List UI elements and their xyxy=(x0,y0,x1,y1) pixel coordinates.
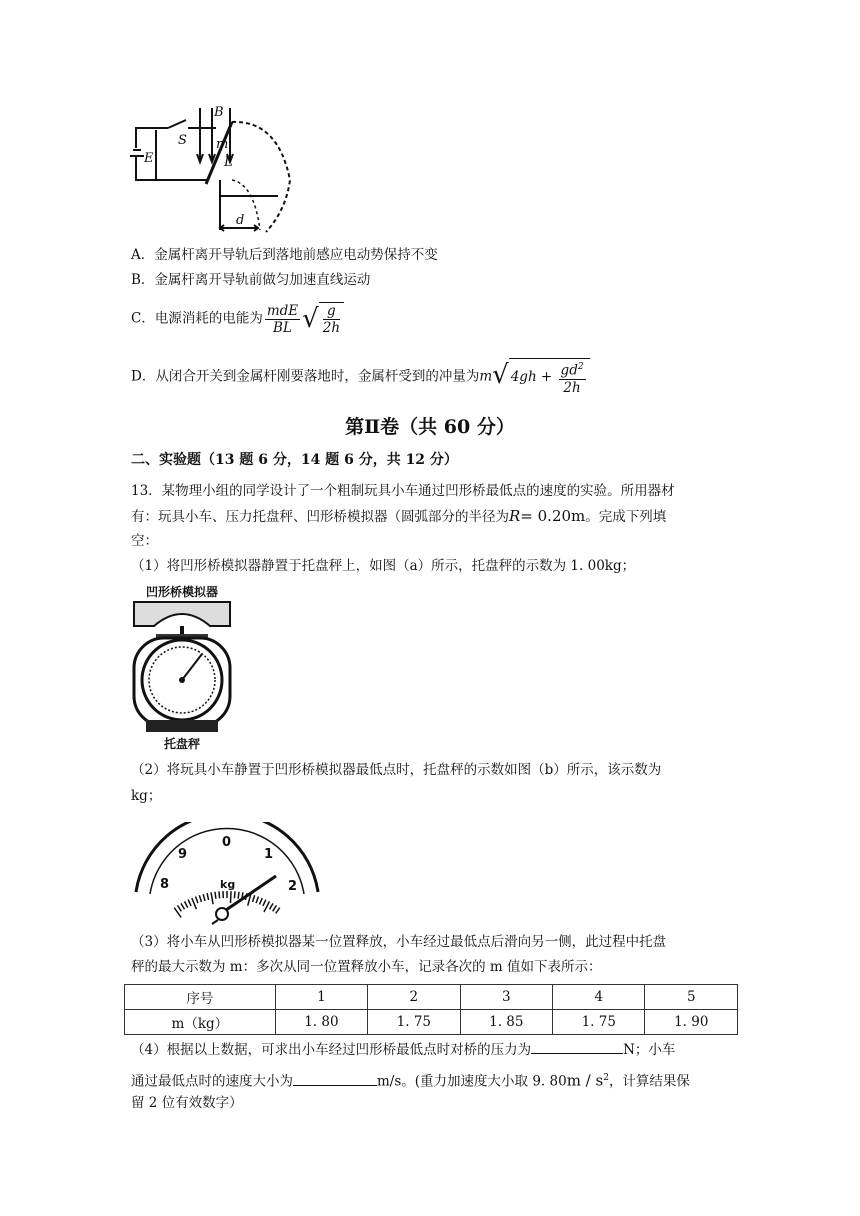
option-d-term1: 4gh + xyxy=(510,369,553,386)
q13-unit-m-s: m / s xyxy=(566,1071,604,1090)
table-row xyxy=(125,1010,738,1035)
dial-tick-mark xyxy=(199,895,201,902)
q13-step-2-line1: （2）将玩具小车静置于凹形桥模拟器最低点时，托盘秤的示数如图（b）所示，该示数为 xyxy=(131,762,662,778)
dial-tick-1: 1 xyxy=(264,847,274,862)
label-d: d xyxy=(236,213,245,228)
dial-tick-0: 0 xyxy=(222,835,232,850)
dial-tick-mark xyxy=(219,891,220,898)
dial-tick-mark xyxy=(273,905,277,911)
answer-blank-speed[interactable] xyxy=(293,1085,377,1086)
option-d-frac-num: gd xyxy=(560,362,578,379)
table-header-cell: 5 xyxy=(645,985,738,1010)
dial-tick-mark xyxy=(178,905,182,911)
table-header-cell: 序号 xyxy=(125,985,276,1010)
q13-intro-1: 13．某物理小组的同学设计了一个粗制玩具小车通过凹形桥最低点的速度的实验。所用器材 xyxy=(131,483,675,499)
q13-intro-2 xyxy=(131,506,666,527)
part-heading: 二、实验题（13 题 6 分，14 题 6 分，共 12 分） xyxy=(131,452,458,468)
option-d xyxy=(131,358,590,396)
dial-tick-mark xyxy=(215,892,216,899)
q13-step-4-text-e: ，计算结果保 xyxy=(608,1073,690,1090)
dial-tick-mark xyxy=(211,892,213,904)
dial-tick-mark xyxy=(230,891,231,903)
option-c-prefix: C．电源消耗的电能为 xyxy=(131,310,263,327)
q13-step-4-text-c: 通过最低点时的速度大小为 xyxy=(131,1073,293,1090)
dial-tick-mark xyxy=(203,894,205,901)
option-b: B．金属杆离开导轨前做匀加速直线运动 xyxy=(131,272,371,288)
dial-tick-mark xyxy=(270,903,274,909)
q13-step-4-line3: 留 2 位有效数字） xyxy=(131,1095,243,1111)
option-c-fraction xyxy=(265,303,300,336)
dial-tick-mark xyxy=(276,908,280,914)
option-c-frac-num: mdE xyxy=(266,302,299,319)
rail-circuit-figure xyxy=(128,100,298,240)
table-header-cell: 3 xyxy=(460,985,552,1010)
q13-radius-symbol: R xyxy=(509,507,521,525)
dial-tick-2: 2 xyxy=(288,879,298,894)
q13-step-3-line1: （3）将小车从凹形桥模拟器某一位置释放，小车经过最低点后滑向另一侧，此过程中托盘 xyxy=(131,934,667,950)
option-d-prefix: D．从闭合开关到金属杆刚要落地时，金属杆受到的冲量为 xyxy=(131,368,480,385)
label-E: E xyxy=(144,151,154,166)
option-d-frac-exp: 2 xyxy=(577,362,584,372)
dial-tick-mark xyxy=(260,898,263,904)
label-L: L xyxy=(224,155,233,170)
q13-intro-2a: 有：玩具小车、压力托盘秤、凹形桥模拟器（圆弧部分的半径为 xyxy=(131,509,509,525)
option-c-sqrt: √ $\frac{g}{2h}$ xyxy=(302,302,344,336)
q13-step-4-text-d: m/s。(重力加速度大小取 9. 80 xyxy=(377,1073,567,1090)
table-header-cell: 4 xyxy=(553,985,645,1010)
q13-step-4-line1 xyxy=(131,1040,675,1060)
dial-tick-mark xyxy=(196,897,198,904)
dial-tick-mark xyxy=(192,898,197,909)
dial-tick-mark xyxy=(185,901,188,907)
figure-a-bottom-label: 托盘秤 xyxy=(163,737,201,751)
dial-tick-mark xyxy=(253,895,255,902)
q13-step-4-text-b: N；小车 xyxy=(623,1042,676,1058)
section-title: 第Ⅱ卷（共 60 分） xyxy=(345,416,515,438)
dial-tick-mark xyxy=(263,900,266,906)
q13-step-4-text-a: （4）根据以上数据，可求出小车经过凹形桥最低点时对桥的压力为 xyxy=(131,1042,532,1058)
q13-step-4-line2 xyxy=(131,1068,690,1092)
table-cell: 1. 75 xyxy=(553,1010,645,1035)
answer-blank-force[interactable] xyxy=(531,1053,623,1054)
table-header-cell: 2 xyxy=(368,985,460,1010)
dial-tick-mark xyxy=(256,897,258,904)
option-d-frac-den: 2h xyxy=(563,379,581,396)
dial-tick-mark xyxy=(188,900,191,906)
option-a: A．金属杆离开导轨后到落地前感应电动势保持不变 xyxy=(131,247,438,263)
table-header-cell: 1 xyxy=(275,985,367,1010)
dial-tick-mark xyxy=(181,903,185,909)
option-c-frac-den: BL xyxy=(273,319,292,336)
q13-intro-2c: 。完成下列填 xyxy=(585,509,667,525)
option-c-sqrt-num: g xyxy=(323,303,340,320)
figure-b-dial xyxy=(126,822,326,926)
table-cell: 1. 85 xyxy=(460,1010,552,1035)
dial-tick-mark xyxy=(234,891,235,898)
table-row-label: m（kg） xyxy=(125,1010,276,1035)
dial-tick-9: 9 xyxy=(178,847,188,862)
figure-a-scale xyxy=(126,582,238,752)
figure-a-top-label: 凹形桥模拟器 xyxy=(145,585,219,599)
dial-tick-8: 8 xyxy=(160,877,170,892)
label-m: m xyxy=(216,137,229,152)
table-header-row xyxy=(125,985,738,1010)
dial-tick-mark xyxy=(207,893,209,900)
option-d-sqrt: √ 4gh + $\frac{gd^2}{2h}$ xyxy=(492,358,589,396)
option-d-m: m xyxy=(479,368,493,385)
q13-radius-value: = 0.20m xyxy=(520,507,586,525)
label-B: B xyxy=(214,105,224,120)
mass-data-table xyxy=(124,984,738,1035)
dial-unit: kg xyxy=(220,878,236,891)
table-cell: 1. 75 xyxy=(368,1010,460,1035)
q13-step-3-line2: 秤的最大示数为 m：多次从同一位置释放小车，记录各次的 m 值如下表所示： xyxy=(131,959,602,975)
q13-unit-exp: 2 xyxy=(603,1073,609,1083)
option-c-sqrt-den: 2h xyxy=(322,320,341,336)
q13-step-1: （1）将凹形桥模拟器静置于托盘秤上，如图（a）所示，托盘秤的示数为 1. 00kg； xyxy=(131,558,636,574)
dial-tick-mark xyxy=(238,892,239,899)
q13-intro-3: 空： xyxy=(131,533,158,549)
option-c xyxy=(131,302,344,336)
label-S: S xyxy=(178,133,187,148)
q13-step-2-line2: kg； xyxy=(131,788,162,804)
table-cell: 1. 90 xyxy=(645,1010,738,1035)
table-cell: 1. 80 xyxy=(275,1010,367,1035)
